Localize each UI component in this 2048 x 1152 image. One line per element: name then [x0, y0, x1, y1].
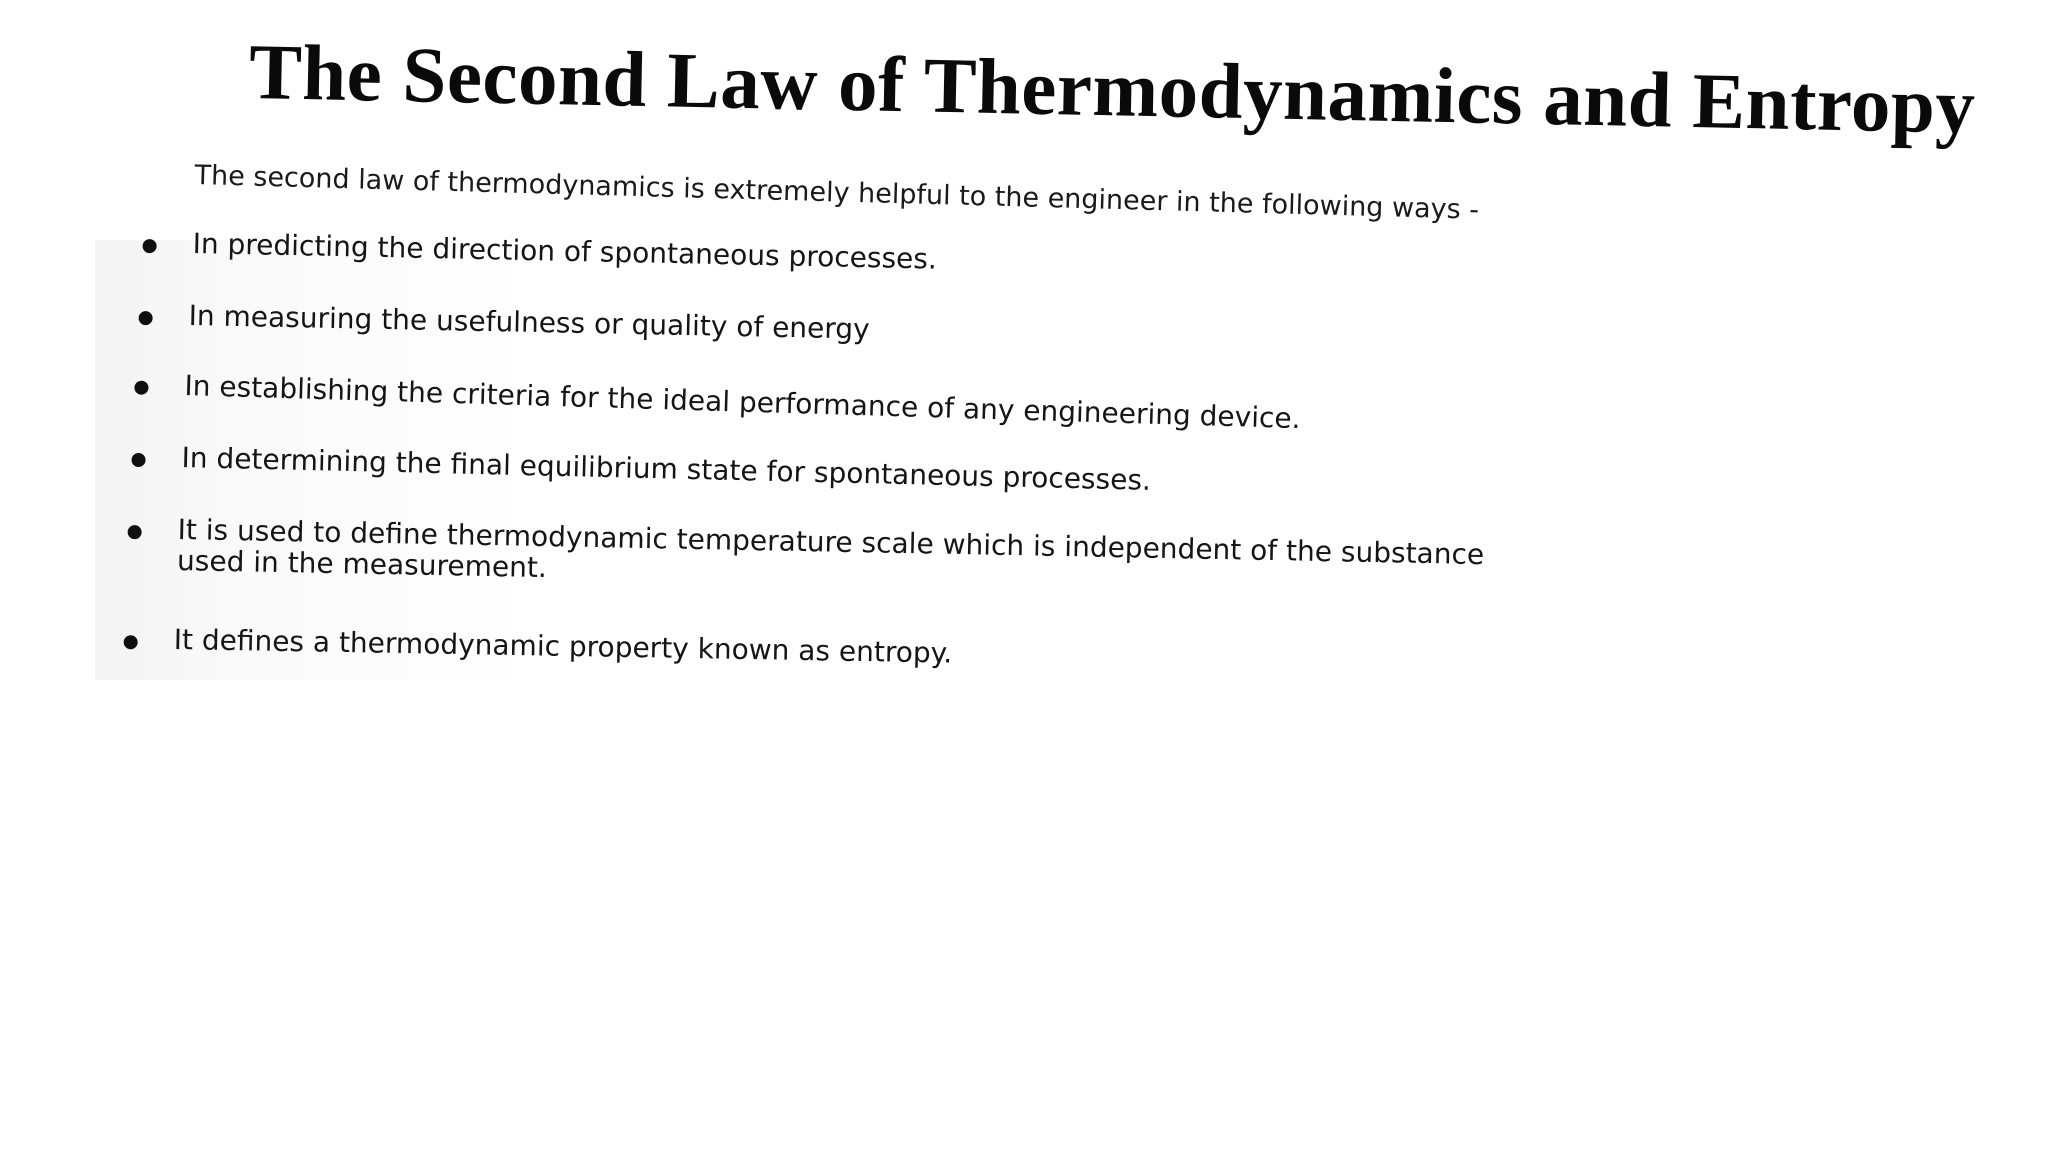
bullet-text: It defines a thermodynamic property known as entropy. — [173, 623, 953, 670]
slide-title: The Second Law of Thermodynamics and Entropy — [248, 29, 1977, 151]
intro-text: The second law of thermodynamics is extremely helpful to the engineer in the following ways - — [194, 160, 1480, 226]
bullet-text: It is used to define thermodynamic temperature scale which is independent of the substance used in the measurement. — [176, 513, 1485, 585]
bullet-text: In establishing the criteria for the ideal performance of any engineering device. — [184, 369, 1302, 436]
bullet-text: In determining the final equilibrium state for spontaneous processes. — [181, 441, 1152, 497]
bullet-text: In measuring the usefulness or quality of energy — [188, 299, 871, 346]
bullet-text: In predicting the direction of spontaneous processes. — [192, 227, 938, 276]
